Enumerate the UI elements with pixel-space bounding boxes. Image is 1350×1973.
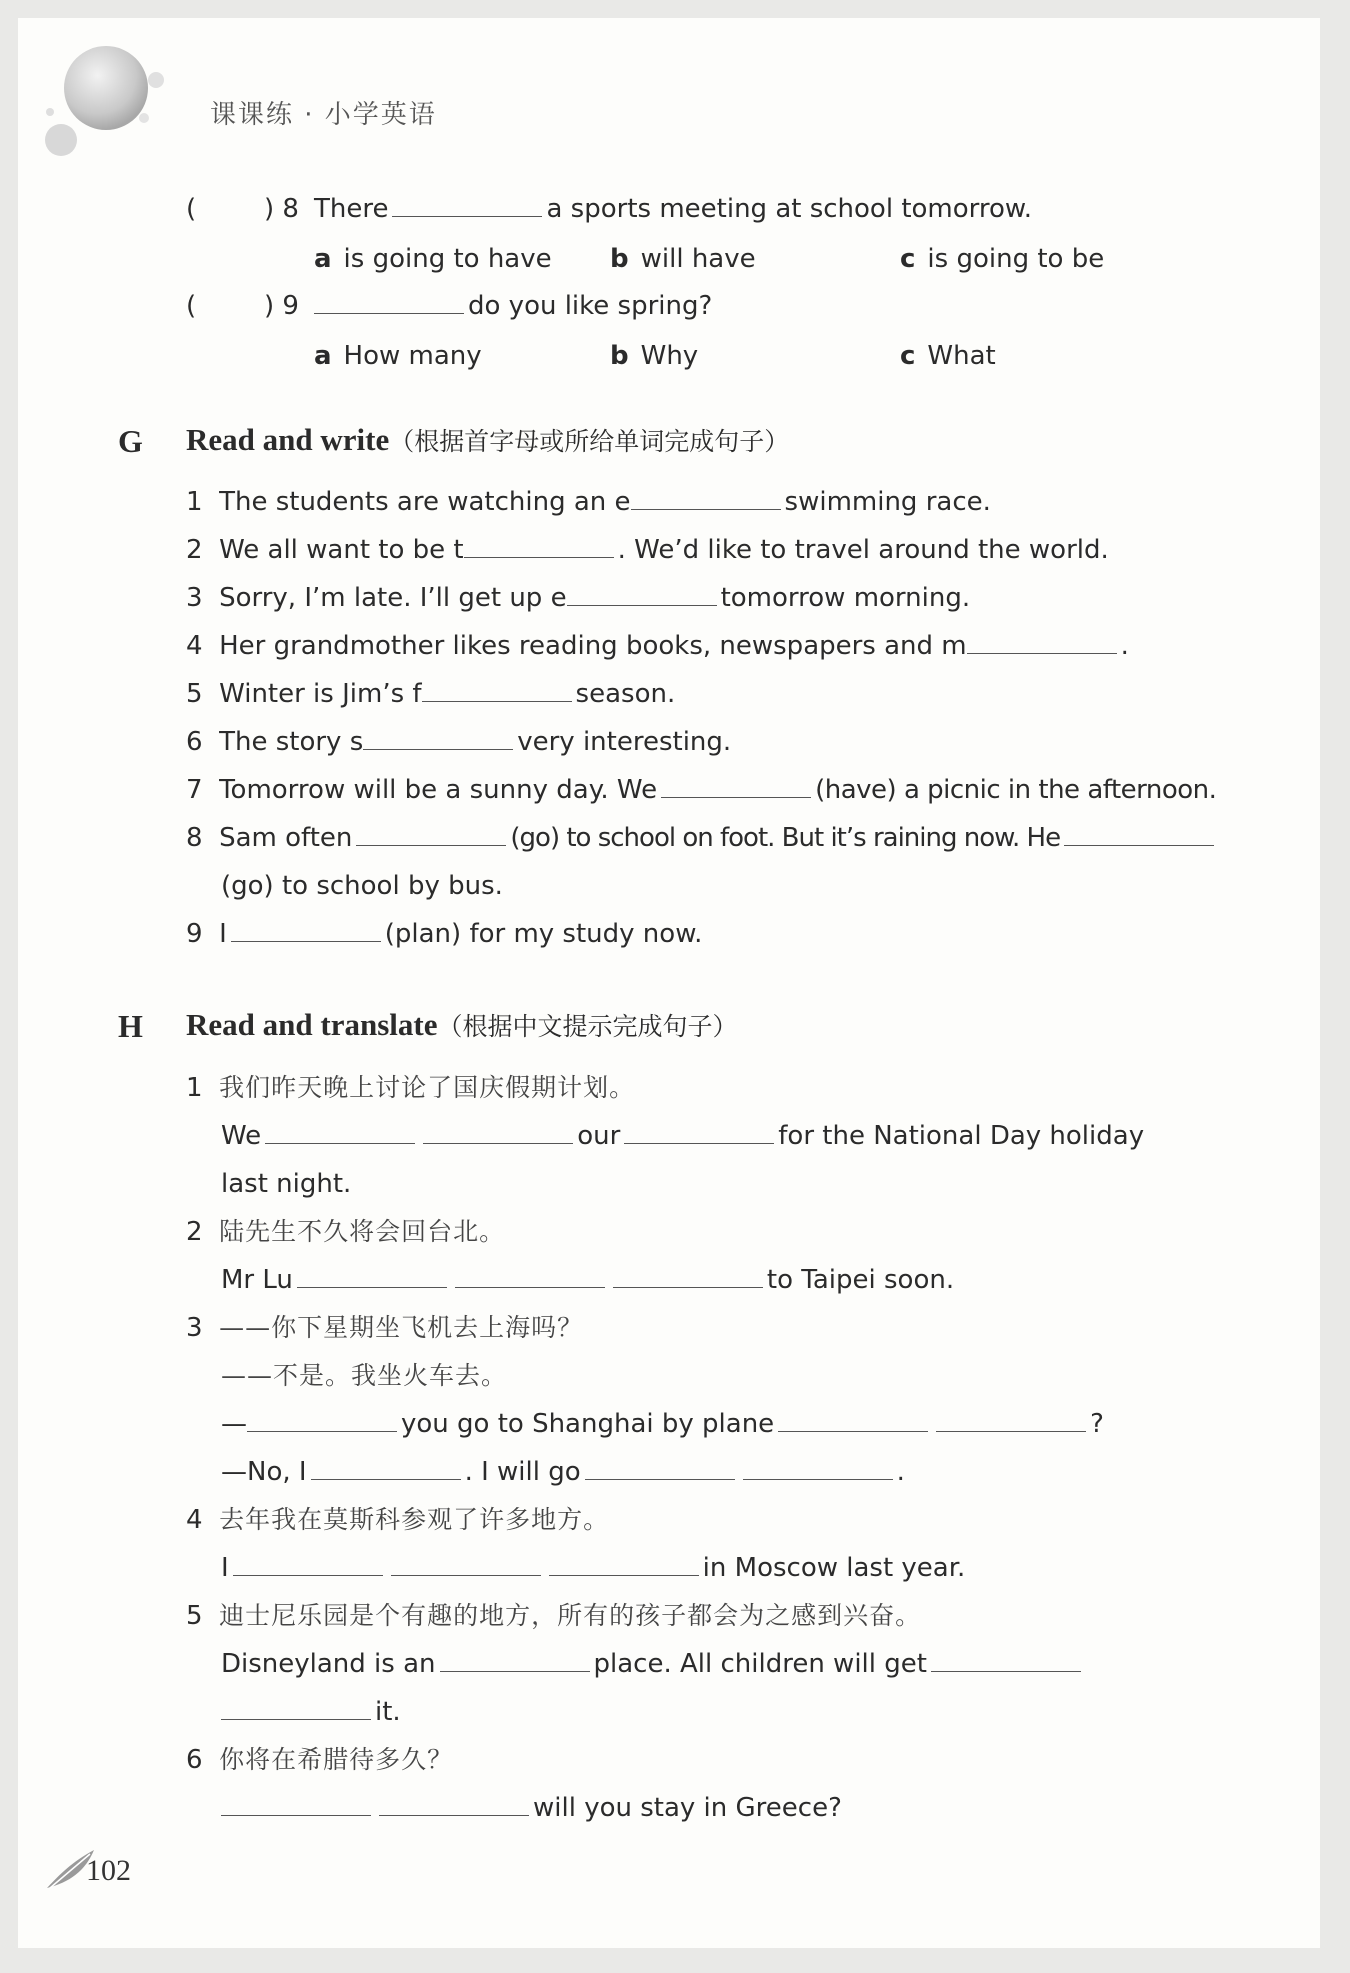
section-g-heading — [186, 422, 789, 458]
answer-blank[interactable] — [233, 1553, 383, 1576]
mc-q8-before: There — [314, 194, 389, 224]
option-text: is going to have — [343, 244, 552, 274]
answer-blank[interactable] — [297, 1265, 447, 1288]
g-item-7 — [186, 774, 1216, 806]
answer-blank[interactable] — [247, 1409, 397, 1432]
h-q6-prompt — [186, 1744, 453, 1776]
item-text: — — [221, 1409, 247, 1439]
answer-blank[interactable] — [221, 1793, 371, 1816]
answer-blank[interactable] — [464, 535, 614, 558]
item-number: 3 — [186, 1313, 203, 1343]
h-q2-prompt — [186, 1216, 505, 1248]
item-number: 3 — [186, 583, 203, 613]
option-letter: a — [314, 341, 332, 371]
chinese-prompt: ——不是。我坐火车去。 — [221, 1361, 508, 1390]
item-number: 6 — [186, 727, 203, 757]
mc-q9-paren: ( — [186, 291, 197, 321]
item-number: 5 — [186, 1601, 203, 1631]
answer-blank[interactable] — [661, 775, 811, 798]
item-text: swimming race. — [784, 487, 991, 517]
item-text: ? — [1090, 1409, 1104, 1439]
h-q3-answer-line-2 — [221, 1456, 905, 1488]
item-text: The students are watching an e — [219, 487, 631, 517]
item-number: 2 — [186, 1217, 203, 1247]
h-q2-answer-line — [221, 1264, 954, 1296]
h-q5-prompt — [186, 1600, 921, 1632]
answer-blank[interactable] — [392, 194, 542, 217]
g-item-1 — [186, 486, 991, 518]
section-h-letter: H — [118, 1008, 143, 1044]
answer-blank[interactable] — [363, 727, 513, 750]
option-letter: c — [900, 244, 916, 274]
item-number: 6 — [186, 1745, 203, 1775]
answer-blank[interactable] — [1064, 823, 1214, 846]
item-text: in Moscow last year. — [702, 1553, 966, 1583]
item-text: place. All children will get — [593, 1649, 927, 1679]
item-text: Sam often — [219, 823, 353, 853]
answer-blank[interactable] — [967, 631, 1117, 654]
answer-blank[interactable] — [631, 487, 781, 510]
answer-blank[interactable] — [931, 1649, 1081, 1672]
option-letter: b — [610, 244, 629, 274]
h-q1-answer-line — [221, 1120, 1144, 1152]
item-text: Disneyland is an — [221, 1649, 436, 1679]
item-text: I — [221, 1553, 229, 1583]
answer-blank[interactable] — [423, 1121, 573, 1144]
h-q1-cont: last night. — [221, 1169, 352, 1199]
chinese-prompt: ——你下星期坐飞机去上海吗？ — [219, 1313, 584, 1342]
answer-blank[interactable] — [624, 1121, 774, 1144]
g-item-4 — [186, 630, 1129, 662]
item-text: —No, I — [221, 1457, 307, 1487]
mc-q9-number: ) 9 — [264, 291, 299, 321]
item-number: 4 — [186, 631, 203, 661]
mc-q8-paren: ( — [186, 194, 197, 224]
answer-blank[interactable] — [221, 1697, 371, 1720]
answer-blank[interactable] — [311, 1457, 461, 1480]
answer-blank[interactable] — [567, 583, 717, 606]
g-item-5 — [186, 678, 675, 710]
item-text: Winter is Jim’s f — [219, 679, 422, 709]
item-text: . — [896, 1457, 905, 1487]
h-q6-answer-line — [221, 1792, 842, 1824]
option-text: is going to be — [927, 244, 1105, 274]
mc-q9-option-a[interactable] — [314, 340, 482, 372]
item-text: our — [577, 1121, 621, 1151]
mc-q8-after: a sports meeting at school tomorrow. — [546, 194, 1033, 224]
item-number: 4 — [186, 1505, 203, 1535]
answer-blank[interactable] — [231, 919, 381, 942]
answer-blank[interactable] — [422, 679, 572, 702]
item-number: 2 — [186, 535, 203, 565]
chinese-prompt: 你将在希腊待多久？ — [219, 1745, 454, 1774]
mc-q9-stem — [314, 290, 712, 322]
item-text: We — [221, 1121, 262, 1151]
mc-q8-stem — [314, 193, 1032, 225]
answer-blank[interactable] — [440, 1649, 590, 1672]
option-letter: c — [900, 341, 916, 371]
workbook-page — [18, 18, 1320, 1948]
item-text: will you stay in Greece? — [533, 1793, 842, 1823]
chinese-prompt: 迪士尼乐园是个有趣的地方，所有的孩子都会为之感到兴奋。 — [219, 1601, 922, 1630]
item-text: it. — [375, 1697, 401, 1727]
g-item-2 — [186, 534, 1109, 566]
answer-blank[interactable] — [379, 1793, 529, 1816]
answer-blank[interactable] — [613, 1265, 763, 1288]
item-text: I — [219, 919, 227, 949]
h-q5-cont — [221, 1696, 401, 1728]
h-q5-answer-line — [221, 1648, 1085, 1680]
answer-blank[interactable] — [743, 1457, 893, 1480]
option-letter: a — [314, 244, 332, 274]
mc-q8-number: ) 8 — [264, 194, 299, 224]
item-text: season. — [575, 679, 676, 709]
h-q1-prompt — [186, 1072, 635, 1104]
item-text: Her grandmother likes reading books, newspapers and m — [219, 631, 967, 661]
answer-blank[interactable] — [585, 1457, 735, 1480]
chinese-prompt: 陆先生不久将会回台北。 — [219, 1217, 506, 1246]
page-number: 102 — [86, 1854, 131, 1887]
item-text: . We’d like to travel around the world. — [617, 535, 1109, 565]
chinese-prompt: 我们昨天晚上讨论了国庆假期计划。 — [219, 1073, 636, 1102]
section-h-title: Read and translate — [186, 1007, 438, 1042]
item-text: (go) to school on foot. But it’s raining now. He — [510, 823, 1061, 853]
option-text: What — [927, 341, 996, 371]
mc-q9-option-c[interactable] — [900, 340, 996, 372]
section-h-subtitle: （根据中文提示完成句子） — [437, 1012, 738, 1041]
answer-blank[interactable] — [356, 823, 506, 846]
item-text: . I will go — [464, 1457, 581, 1487]
h-q4-prompt — [186, 1504, 609, 1536]
option-text: will have — [640, 244, 756, 274]
mc-q8-option-a[interactable] — [314, 243, 552, 275]
mc-q9-after: do you like spring? — [468, 291, 713, 321]
option-text: Why — [640, 341, 699, 371]
answer-blank[interactable] — [549, 1553, 699, 1576]
item-number: 5 — [186, 679, 203, 709]
item-text: tomorrow morning. — [720, 583, 971, 613]
item-number: 8 — [186, 823, 203, 853]
g-item-9 — [186, 918, 702, 950]
answer-blank[interactable] — [936, 1409, 1086, 1432]
item-text: (have) a picnic in the afternoon. — [815, 775, 1217, 805]
item-text: very interesting. — [517, 727, 732, 757]
answer-blank[interactable] — [391, 1553, 541, 1576]
item-text: you go to Shanghai by plane — [401, 1409, 775, 1439]
mc-q8-option-b[interactable] — [610, 243, 756, 275]
item-number: 7 — [186, 775, 203, 805]
answer-blank[interactable] — [314, 291, 464, 314]
option-letter: b — [610, 341, 629, 371]
section-g-letter: G — [118, 423, 143, 459]
chinese-prompt: 去年我在莫斯科参观了许多地方。 — [219, 1505, 610, 1534]
item-text: . — [1120, 631, 1129, 661]
g-item-8 — [186, 822, 1218, 854]
item-text: Tomorrow will be a sunny day. We — [219, 775, 658, 805]
item-number: 1 — [186, 487, 203, 517]
h-q3-prompt-1 — [186, 1312, 583, 1344]
item-text: for the National Day holiday — [778, 1121, 1145, 1151]
h-q3-answer-line-1 — [221, 1408, 1104, 1440]
item-text: Sorry, I’m late. I’ll get up e — [219, 583, 567, 613]
mc-q8-option-c[interactable] — [900, 243, 1104, 275]
g-item-3 — [186, 582, 970, 614]
option-text: How many — [343, 341, 482, 371]
section-g-subtitle: （根据首字母或所给单词完成句子） — [389, 427, 790, 456]
item-number: 9 — [186, 919, 203, 949]
mc-q9-option-b[interactable] — [610, 340, 698, 372]
answer-blank[interactable] — [778, 1409, 928, 1432]
g-item-6 — [186, 726, 731, 758]
h-q3-prompt-2 — [221, 1360, 507, 1392]
g-item-8-cont: (go) to school by bus. — [221, 871, 503, 901]
item-text: Mr Lu — [221, 1265, 293, 1295]
moon-decoration-icon — [36, 40, 166, 160]
item-text: to Taipei soon. — [766, 1265, 955, 1295]
h-q4-answer-line — [221, 1552, 965, 1584]
section-g-title: Read and write — [186, 422, 390, 457]
item-number: 1 — [186, 1073, 203, 1103]
item-text: We all want to be t — [219, 535, 464, 565]
answer-blank[interactable] — [265, 1121, 415, 1144]
item-text: (plan) for my study now. — [384, 919, 703, 949]
section-h-heading — [186, 1007, 737, 1043]
book-title: 课课练 · 小学英语 — [210, 100, 437, 130]
answer-blank[interactable] — [455, 1265, 605, 1288]
item-text: The story s — [219, 727, 364, 757]
